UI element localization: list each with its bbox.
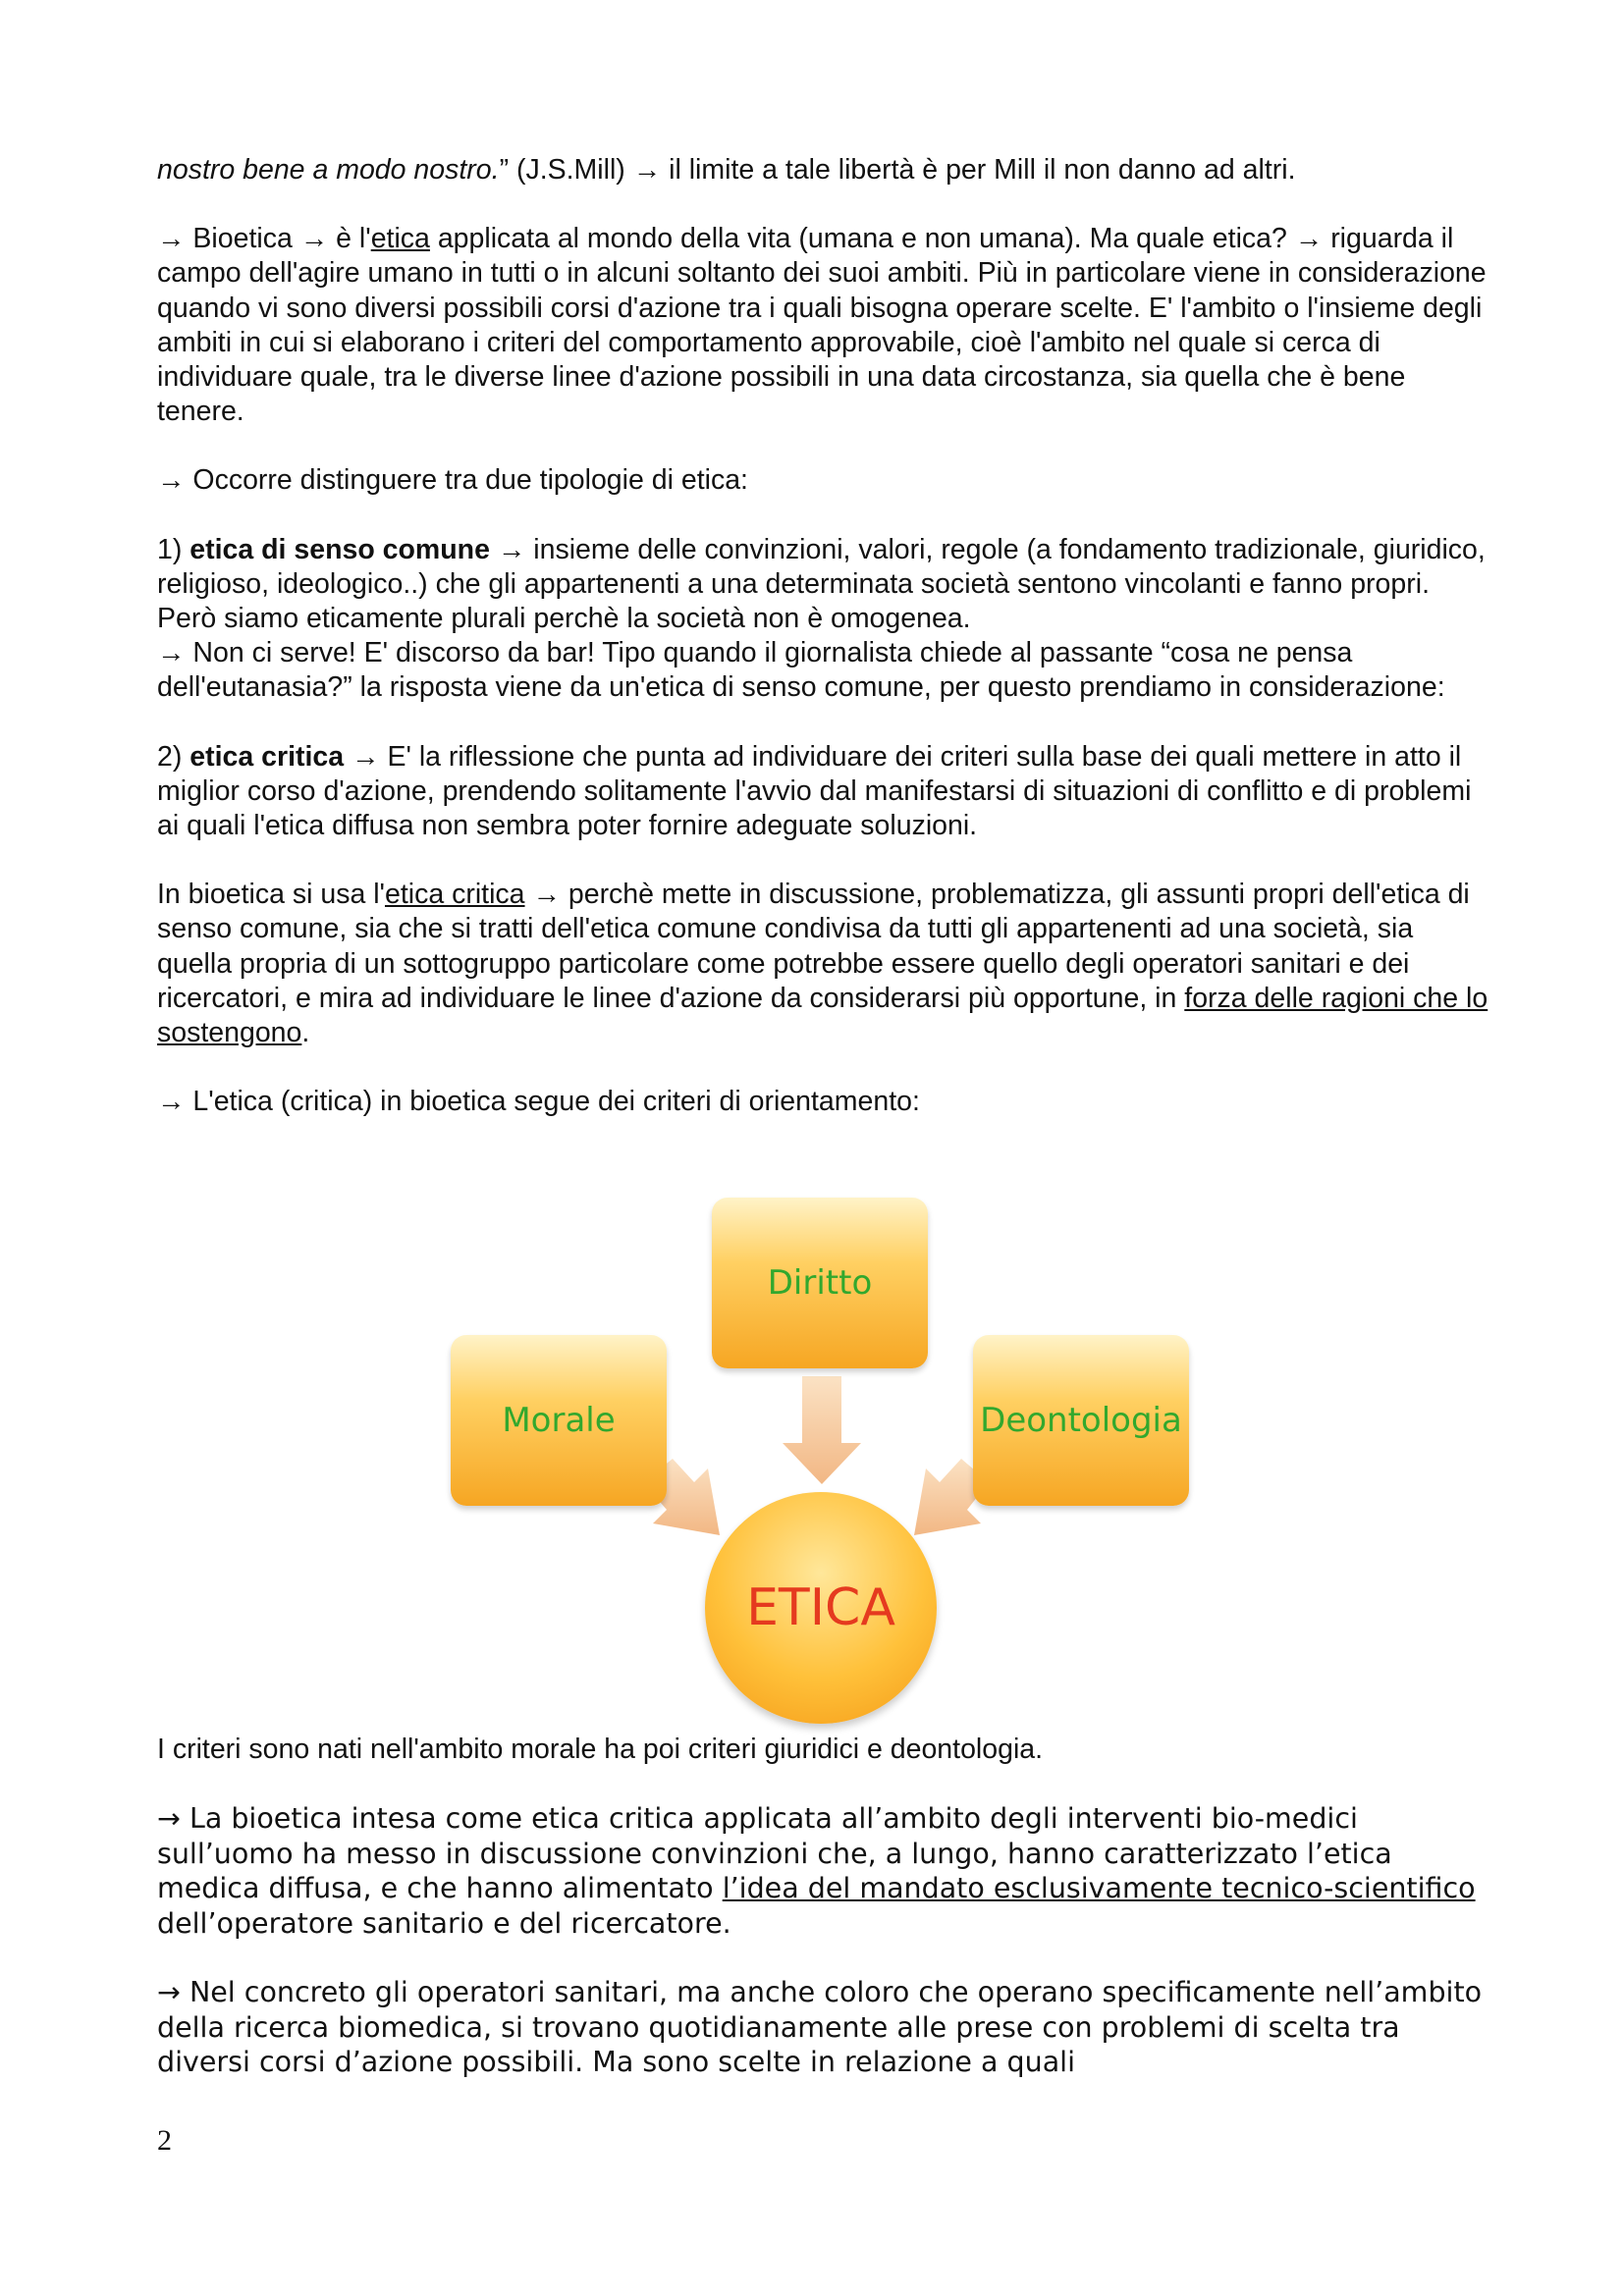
paragraph-bioetica: → Bioetica → è l'etica applicata al mondo della vita (umana e non umana). Ma quale etica? → riguarda il campo dell'agire umano in tutti o in alcuni soltanto dei suoi ambiti. Più in particolare viene in considerazione quando vi sono diversi possibili corsi d'azione tra i quali bisogna operare scelte. E' l'ambito o l'insieme degli ambiti in cui si elaborano i criteri del comportamento approvabile, cioè l'ambito nel quale si cerca di individuare quale, tra le diverse linee d'azione possibili in una data circostanza, sia quella che è bene tenere. <box>157 223 1487 428</box>
paragraph-etica-critica: 2) etica critica → E' la riflessione che punta ad individuare dei criteri sulla base dei quali mettere in atto il miglior corso d'azione, prendendo solitamente l'avvio dal manifestarsi di situazioni di conflitto e di problemi ai quali l'etica diffusa non sembra poter fornire adeguate soluzioni. <box>157 740 1472 842</box>
box-diritto: Diritto <box>712 1198 928 1368</box>
box-deontologia: Deontologia <box>973 1335 1189 1506</box>
paragraph-senso-comune: 1) etica di senso comune → insieme delle convinzioni, valori, regole (a fondamento tradizionale, giuridico, religioso, ideologico..) che gli appartenenti a una determinata società sentono vincolanti e fanno propri. Però siamo eticamente plurali perchè la società non è omogenea. → Non ci serve! E' discorso da bar! Tipo quando il giornalista chiede al passante “cosa ne pensa dell'eutanasia?” la risposta viene da un'etica di senso comune, per questo prendiamo in considerazione: <box>157 533 1486 704</box>
quote-citation: ” (J.S.Mill) → il limite a tale libertà è per Mill il non danno ad altri. <box>499 154 1296 186</box>
document-body-continued <box>157 1733 1492 2080</box>
circle-etica: ETICA <box>705 1492 937 1724</box>
quote-text: nostro bene a modo nostro. <box>157 154 500 186</box>
paragraph-mill <box>157 153 1492 187</box>
document-body <box>157 153 1492 1119</box>
paragraph-in-bioetica: In bioetica si usa l'etica critica → perchè mette in discussione, problematizza, gli assunti propri dell'etica di senso comune, sia che si tratti dell'etica comune condivisa da tutti gli appartenenti ad una società, sia quella propria di un sottogruppo particolare come potrebbe essere quello degli operatori sanitari e dei ricercatori, e mira ad individuare le linee d'azione da considerarsi più opportune, in forza delle ragioni che lo sostengono. <box>157 879 1488 1049</box>
paragraph-criteri-orientamento: → L'etica (critica) in bioetica segue dei criteri di orientamento: <box>157 1086 920 1118</box>
term-senso-comune: etica di senso comune <box>189 533 490 565</box>
paragraph-nel-concreto: → Nel concreto gli operatori sanitari, ma anche coloro che operano specificamente nell’ambito della ricerca biomedica, si trovano quotidianamente alle prese con problemi di scelta tra diversi corsi d’azione possibili. Ma sono scelte in relazione a quali <box>157 1976 1483 2079</box>
paragraph-tipologie: → Occorre distinguere tra due tipologie di etica: <box>157 464 748 497</box>
term-etica-critica: etica critica <box>189 740 345 773</box>
underlined-etica: etica <box>370 223 430 255</box>
arrow-down <box>783 1376 861 1484</box>
etica-diagram <box>447 1198 1193 1718</box>
paragraph-bioetica-critica: → La bioetica intesa come etica critica applicata all’ambito degli interventi bio-medici sull’uomo ha messo in discussione convinzioni che, a lungo, hanno caratterizzato l’etica medica diffusa, e che hanno alimentato l’idea del mandato esclusivamente tecnico-scientifico dell’operatore sanitario e del ricercatore. <box>157 1802 1476 1940</box>
box-morale: Morale <box>451 1335 667 1506</box>
page-number: 2 <box>157 2124 172 2157</box>
paragraph-criteri-nati: I criteri sono nati nell'ambito morale ha poi criteri giuridici e deontologia. <box>157 1734 1044 1765</box>
